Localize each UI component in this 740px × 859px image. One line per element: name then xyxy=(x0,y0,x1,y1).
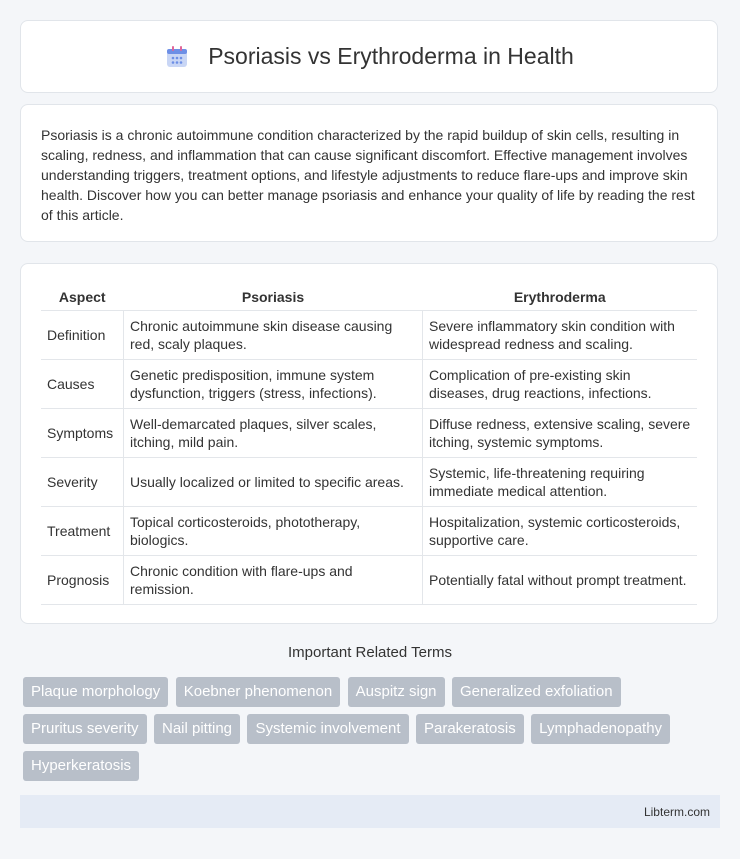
related-term-tag[interactable]: Auspitz sign xyxy=(348,677,445,707)
cell-psoriasis: Topical corticosteroids, phototherapy, biologics. xyxy=(124,507,423,556)
intro-card xyxy=(20,104,718,242)
table-row xyxy=(41,556,697,605)
related-term-tag[interactable]: Pruritus severity xyxy=(23,714,147,744)
cell-aspect: Definition xyxy=(41,311,124,360)
cell-erythroderma: Hospitalization, systemic corticosteroids, supportive care. xyxy=(423,507,698,556)
header-aspect: Aspect xyxy=(41,284,124,311)
cell-psoriasis: Chronic condition with flare-ups and remission. xyxy=(124,556,423,605)
related-term-tag[interactable]: Plaque morphology xyxy=(23,677,168,707)
cell-erythroderma: Severe inflammatory skin condition with widespread redness and scaling. xyxy=(423,311,698,360)
cell-psoriasis: Usually localized or limited to specific areas. xyxy=(124,458,423,507)
page-title: Psoriasis vs Erythroderma in Health xyxy=(208,43,574,69)
cell-aspect: Causes xyxy=(41,360,124,409)
related-term-tag[interactable]: Nail pitting xyxy=(154,714,240,744)
comparison-table xyxy=(41,284,697,605)
cell-erythroderma: Potentially fatal without prompt treatment. xyxy=(423,556,698,605)
comparison-table-card xyxy=(20,263,718,624)
related-term-tag[interactable]: Lymphadenopathy xyxy=(531,714,670,744)
intro-text: Psoriasis is a chronic autoimmune condition characterized by the rapid buildup of skin cells, resulting in scaling, redness, and inflammation that can cause significant discomfort. Effective management involves understanding triggers, treatment options, and lifestyle adjustments to reduce flare-ups and improve skin health. Discover how you can better manage psoriasis and enhance your quality of life by reading the rest of this article. xyxy=(41,127,695,223)
cell-aspect: Prognosis xyxy=(41,556,124,605)
related-term-tag[interactable]: Parakeratosis xyxy=(416,714,524,744)
related-terms-list xyxy=(23,677,723,788)
cell-psoriasis: Well-demarcated plaques, silver scales, itching, mild pain. xyxy=(124,409,423,458)
table-row xyxy=(41,409,697,458)
cell-aspect: Severity xyxy=(41,458,124,507)
cell-erythroderma: Systemic, life-threatening requiring immediate medical attention. xyxy=(423,458,698,507)
related-term-tag[interactable]: Hyperkeratosis xyxy=(23,751,139,781)
table-row xyxy=(41,507,697,556)
calendar-icon xyxy=(164,44,190,70)
related-term-tag[interactable]: Systemic involvement xyxy=(247,714,408,744)
cell-erythroderma: Diffuse redness, extensive scaling, severe itching, systemic symptoms. xyxy=(423,409,698,458)
related-term-tag[interactable]: Generalized exfoliation xyxy=(452,677,621,707)
cell-erythroderma: Complication of pre-existing skin diseases, drug reactions, infections. xyxy=(423,360,698,409)
header-card xyxy=(20,20,718,93)
table-row xyxy=(41,311,697,360)
related-terms-title: Important Related Terms xyxy=(288,644,452,661)
cell-psoriasis: Genetic predisposition, immune system dysfunction, triggers (stress, infections). xyxy=(124,360,423,409)
cell-aspect: Symptoms xyxy=(41,409,124,458)
header-erythroderma: Erythroderma xyxy=(423,284,698,311)
table-header-row xyxy=(41,284,697,311)
table-row xyxy=(41,458,697,507)
cell-psoriasis: Chronic autoimmune skin disease causing red, scaly plaques. xyxy=(124,311,423,360)
footer xyxy=(20,795,720,828)
related-term-tag[interactable]: Koebner phenomenon xyxy=(176,677,340,707)
cell-aspect: Treatment xyxy=(41,507,124,556)
table-row xyxy=(41,360,697,409)
header-psoriasis: Psoriasis xyxy=(124,284,423,311)
footer-site-link[interactable]: Libterm.com xyxy=(643,804,710,819)
